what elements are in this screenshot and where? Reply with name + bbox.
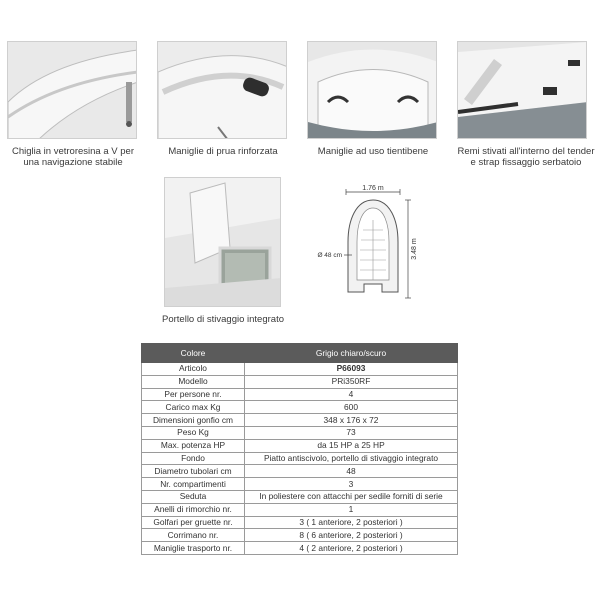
caption-bow-handle: Maniglie di prua rinforzata bbox=[168, 146, 278, 157]
photo-bow-handle bbox=[157, 41, 287, 139]
header-label: Colore bbox=[142, 344, 245, 363]
table-row: Diametro tubolari cm 48 bbox=[142, 465, 458, 478]
photo-grab-handles bbox=[307, 41, 437, 139]
table-row: Golfari per gruette nr. 3 ( 1 anteriore, 2 posteriori ) bbox=[142, 516, 458, 529]
header-value: Grigio chiaro/scuro bbox=[245, 344, 458, 363]
table-row: Anelli di rimorchio nr. 1 bbox=[142, 503, 458, 516]
length-label: 3.48 m bbox=[411, 238, 418, 260]
boat-keel-image bbox=[8, 42, 137, 139]
table-row: Corrimano nr. 8 ( 6 anteriore, 2 posteriori ) bbox=[142, 529, 458, 542]
table-row: Articolo P66093 bbox=[142, 363, 458, 376]
table-row: Seduta In poliestere con attacchi per sedile forniti di serie bbox=[142, 490, 458, 503]
table-row: Per persone nr. 4 bbox=[142, 388, 458, 401]
photo-storage-hatch bbox=[164, 177, 281, 307]
caption-grab-handles: Maniglie ad uso tientibene bbox=[317, 146, 429, 157]
table-row: Dimensioni gonfio cm 348 x 176 x 72 bbox=[142, 414, 458, 427]
grab-handles-image bbox=[308, 42, 437, 139]
caption-storage-hatch: Portello di stivaggio integrato bbox=[162, 314, 284, 325]
table-row: Nr. compartimenti 3 bbox=[142, 478, 458, 491]
table-row: Maniglie trasporto nr. 4 ( 2 anteriore, 2 posteriori ) bbox=[142, 542, 458, 555]
table-row: Modello PRi350RF bbox=[142, 375, 458, 388]
tube-diameter-label: Ø 48 cm bbox=[317, 252, 342, 259]
width-label: 1.76 m bbox=[362, 185, 384, 192]
bow-handle-image bbox=[158, 42, 287, 139]
table-row: Fondo Piatto antiscivolo, portello di stivaggio integrato bbox=[142, 452, 458, 465]
specifications-table bbox=[141, 343, 458, 555]
stowed-oars-image bbox=[458, 42, 587, 139]
photo-keel bbox=[7, 41, 137, 139]
table-row: Max. potenza HP da 15 HP a 25 HP bbox=[142, 439, 458, 452]
photo-stowed-oars bbox=[457, 41, 587, 139]
table-header-row bbox=[142, 344, 458, 363]
storage-hatch-image bbox=[165, 178, 281, 307]
dimension-diagram bbox=[308, 180, 428, 310]
table-row: Peso Kg 73 bbox=[142, 426, 458, 439]
table-row: Carico max Kg 600 bbox=[142, 401, 458, 414]
caption-keel: Chiglia in vetroresina a V per una navigazione stabile bbox=[12, 146, 134, 168]
caption-stowed-oars: Remi stivati all'interno del tender e strap fissaggio serbatoio bbox=[457, 146, 595, 168]
boat-top-view-diagram bbox=[308, 180, 428, 310]
